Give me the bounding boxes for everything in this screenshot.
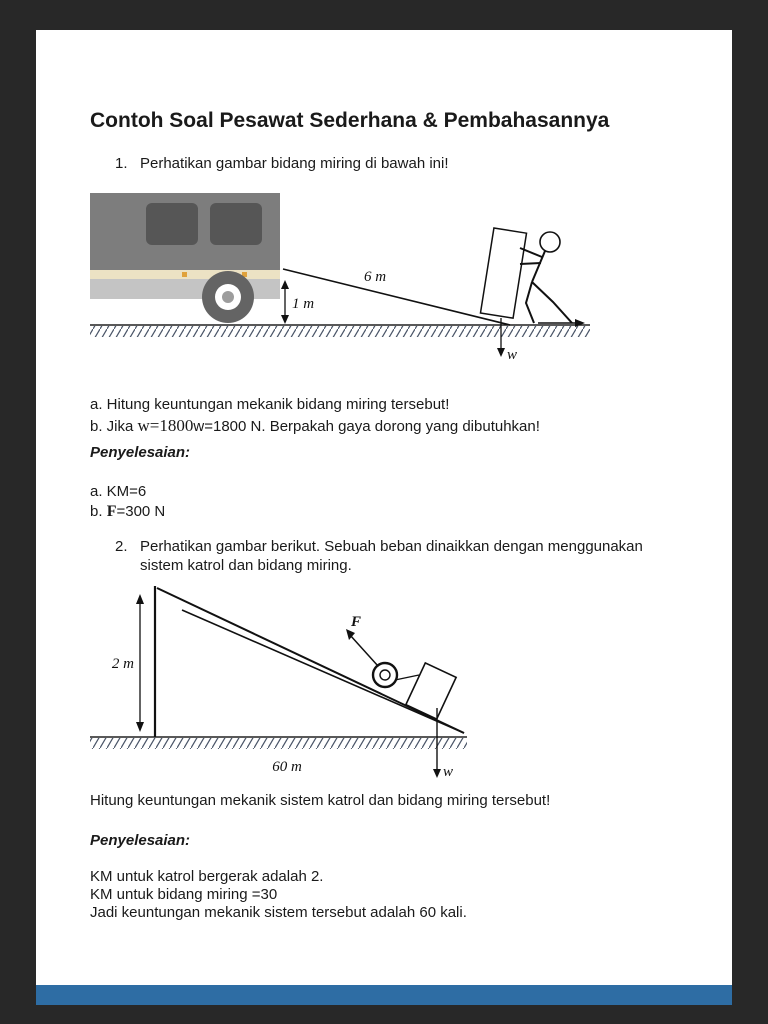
incline <box>157 588 464 733</box>
height-arrow <box>136 594 144 732</box>
figure-pulley-inclined-plane <box>86 580 506 820</box>
problem-2-number: 2. <box>115 538 128 555</box>
problem-2-question-text: Perhatikan gambar berikut. Sebuah beban dinaikkan dengan menggunakan sistem katrol dan bidang miring. <box>140 538 643 574</box>
incline-height-label: 2 m <box>111 656 134 672</box>
problem-1-solution-b <box>90 502 165 521</box>
problem-2-solution-heading: Penyelesaian: <box>90 832 191 849</box>
page-title: Contoh Soal Pesawat Sederhana & Pembahasannya <box>90 109 610 132</box>
problem-2-solution-line-2: KM untuk bidang miring =30 <box>90 886 278 903</box>
problem-1-question <box>115 154 675 173</box>
ground-hatched <box>90 737 467 749</box>
problem-2-question <box>115 537 650 575</box>
pulley <box>373 663 419 687</box>
load-box <box>480 228 526 318</box>
footer-bar <box>36 985 732 1005</box>
problem-2-solution-line-1: KM untuk katrol bergerak adalah 2. <box>90 868 324 885</box>
force-arrow <box>346 629 378 666</box>
problem-1-part-b <box>90 416 540 436</box>
problem-1-solution-a: a. KM=6 <box>90 483 147 500</box>
figure-inclined-plane-truck <box>86 185 626 400</box>
truck <box>90 193 280 323</box>
weight-label: w <box>443 764 454 780</box>
weight-label: w <box>507 347 518 363</box>
force-label: F <box>350 614 362 630</box>
solution-b-math: F <box>106 503 117 520</box>
document-page <box>36 30 732 985</box>
part-b-math: w=1800 <box>137 416 194 435</box>
height-arrow <box>281 280 289 324</box>
incline-height-label: 1 m <box>292 296 315 312</box>
ground-hatched <box>90 325 590 337</box>
base-length-label: 60 m <box>272 759 302 775</box>
part-b-rest: w=1800 N. Berpakah gaya dorong yang dibutuhkan! <box>193 418 540 435</box>
solution-b-rest: =300 N <box>116 503 166 520</box>
problem-2-solution-line-3: Jadi keuntungan mekanik sistem tersebut adalah 60 kali. <box>90 904 467 921</box>
problem-1-solution-heading: Penyelesaian: <box>90 444 191 461</box>
person-pushing <box>520 232 572 323</box>
problem-1-number: 1. <box>115 155 128 172</box>
problem-2-prompt: Hitung keuntungan mekanik sistem katrol dan bidang miring tersebut! <box>90 792 551 809</box>
problem-1-part-a: a. Hitung keuntungan mekanik bidang miring tersebut! <box>90 396 450 413</box>
ramp-line <box>283 269 510 325</box>
problem-1-question-text: Perhatikan gambar bidang miring di bawah ini! <box>140 155 449 172</box>
solution-b-prefix: b. <box>90 503 107 520</box>
incline-length-label: 6 m <box>363 269 387 285</box>
part-b-prefix: b. Jika <box>90 418 138 435</box>
